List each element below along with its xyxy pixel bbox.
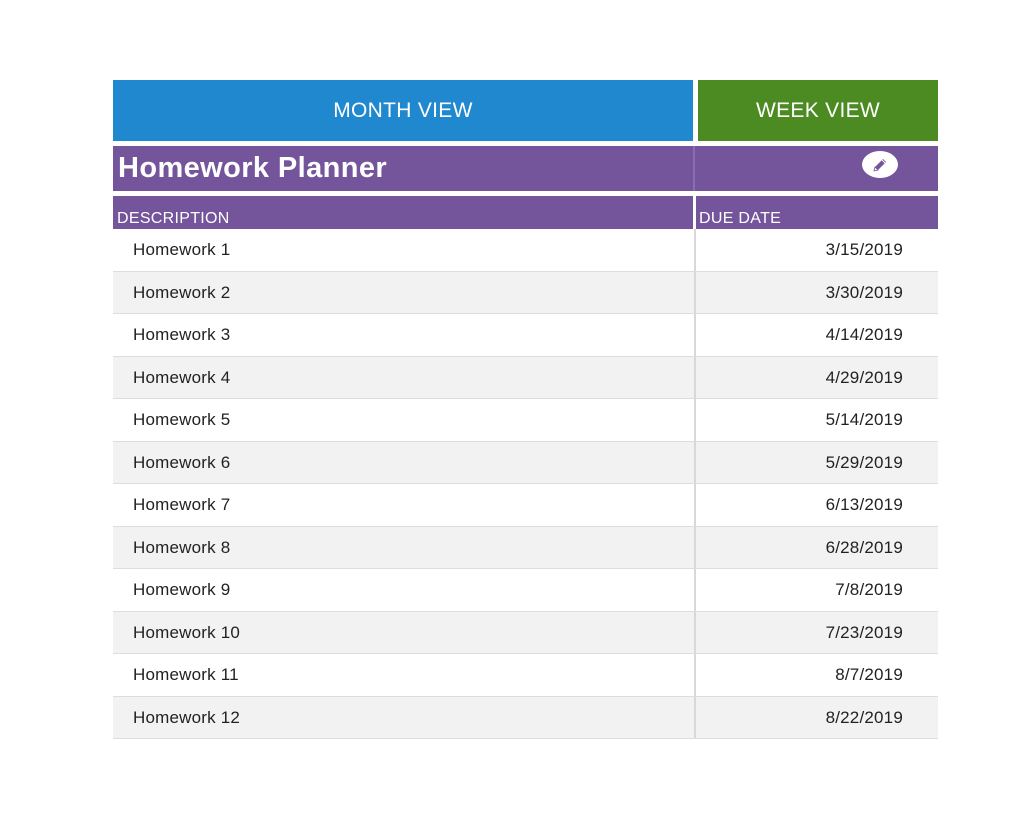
table-row[interactable] — [113, 314, 938, 357]
column-divider — [694, 527, 696, 569]
due-date-cell[interactable]: 4/29/2019 — [825, 367, 903, 387]
table-row[interactable] — [113, 569, 938, 612]
homework-table — [113, 229, 938, 739]
column-divider — [694, 314, 696, 356]
description-cell[interactable]: Homework 2 — [133, 282, 231, 302]
description-cell[interactable]: Homework 11 — [133, 665, 239, 684]
column-divider — [694, 569, 696, 611]
column-divider — [694, 484, 696, 526]
due-date-column-header[interactable]: DUE DATE — [696, 196, 938, 229]
column-divider — [694, 229, 696, 271]
due-date-cell[interactable]: 5/14/2019 — [825, 410, 903, 429]
column-divider — [694, 654, 696, 696]
due-date-cell[interactable]: 6/28/2019 — [825, 537, 903, 557]
due-date-cell[interactable]: 6/13/2019 — [825, 495, 903, 514]
column-divider — [694, 272, 696, 314]
pencil-icon — [870, 155, 890, 175]
description-cell[interactable]: Homework 6 — [133, 452, 231, 472]
due-date-cell[interactable]: 4/14/2019 — [825, 325, 903, 344]
column-divider — [694, 357, 696, 399]
column-divider — [694, 399, 696, 441]
week-view-button[interactable]: WEEK VIEW — [698, 80, 938, 141]
due-date-cell[interactable]: 7/8/2019 — [835, 580, 903, 599]
table-row[interactable] — [113, 442, 938, 485]
due-date-cell[interactable]: 5/29/2019 — [825, 452, 903, 472]
column-divider — [694, 442, 696, 484]
due-date-cell[interactable]: 3/30/2019 — [825, 282, 903, 302]
table-row[interactable] — [113, 527, 938, 570]
description-cell[interactable]: Homework 4 — [133, 367, 231, 387]
table-row[interactable] — [113, 654, 938, 697]
table-row[interactable] — [113, 612, 938, 655]
description-cell[interactable]: Homework 9 — [133, 580, 231, 599]
table-row[interactable] — [113, 399, 938, 442]
table-row[interactable] — [113, 272, 938, 315]
due-date-cell[interactable]: 7/23/2019 — [825, 622, 903, 642]
table-row[interactable] — [113, 357, 938, 400]
description-cell[interactable]: Homework 3 — [133, 325, 231, 344]
description-cell[interactable]: Homework 7 — [133, 495, 231, 514]
month-view-button[interactable]: MONTH VIEW — [113, 80, 693, 141]
table-row[interactable] — [113, 484, 938, 527]
description-column-header[interactable]: DESCRIPTION — [113, 196, 693, 229]
due-date-cell[interactable]: 8/22/2019 — [825, 707, 903, 727]
description-cell[interactable]: Homework 10 — [133, 622, 241, 642]
column-divider — [694, 697, 696, 739]
column-divider — [694, 612, 696, 654]
description-cell[interactable]: Homework 8 — [133, 537, 231, 557]
due-date-cell[interactable]: 3/15/2019 — [825, 240, 903, 259]
description-cell[interactable]: Homework 5 — [133, 410, 231, 429]
view-switcher — [113, 80, 938, 141]
title-bar — [113, 146, 938, 191]
table-row[interactable] — [113, 697, 938, 740]
page-title: Homework Planner — [118, 152, 388, 184]
table-header — [113, 196, 938, 229]
title-divider — [693, 146, 695, 191]
description-cell[interactable]: Homework 1 — [133, 240, 231, 259]
description-cell[interactable]: Homework 12 — [133, 707, 241, 727]
table-row[interactable] — [113, 229, 938, 272]
due-date-cell[interactable]: 8/7/2019 — [835, 665, 903, 684]
edit-button[interactable] — [862, 151, 898, 178]
